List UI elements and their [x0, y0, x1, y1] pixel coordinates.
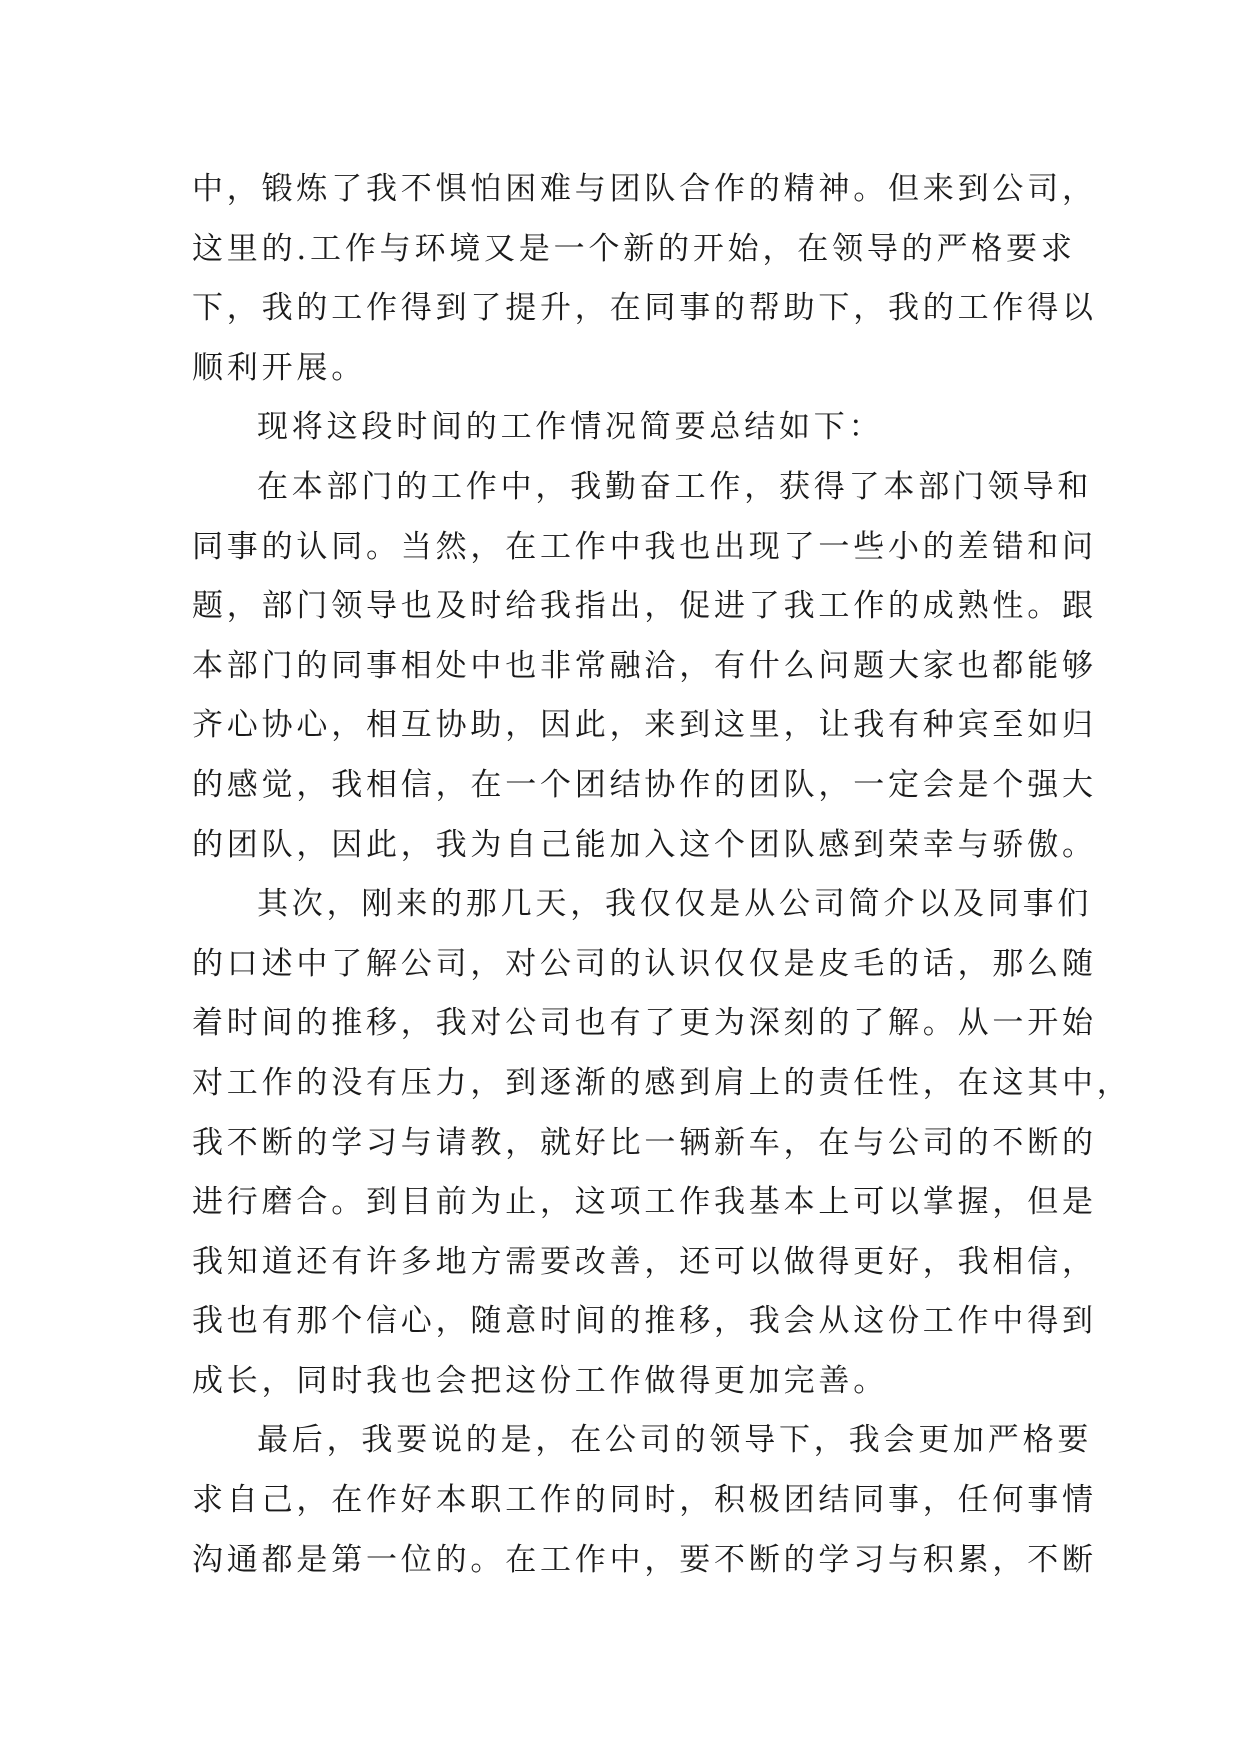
- body-text: [192, 160, 1132, 1590]
- text-line: 顺利开展。: [192, 349, 366, 386]
- text-line: 的感觉，我相信，在一个团结协作的团队，一定会是个强大: [192, 766, 1097, 803]
- paragraph-first-line: 现将这段时间的工作情况简要总结如下：: [257, 409, 884, 446]
- text-line: 同事的认同。当然，在工作中我也出现了一些小的差错和问: [192, 528, 1097, 565]
- text-line: 求自己，在作好本职工作的同时，积极团结同事，任何事情: [192, 1482, 1097, 1519]
- text-line: 沟通都是第一位的。在工作中，要不断的学习与积累，不断: [192, 1541, 1097, 1578]
- text-line: 的团队，因此，我为自己能加入这个团队感到荣幸与骄傲。: [192, 826, 1097, 863]
- paragraph-first-line: 在本部门的工作中，我勤奋工作，获得了本部门领导和: [257, 468, 1093, 505]
- paragraph-first-line: 最后，我要说的是，在公司的领导下，我会更加严格要: [257, 1422, 1093, 1459]
- paragraph-first-line: 其次，刚来的那几天，我仅仅是从公司简介以及同事们: [257, 886, 1093, 923]
- text-line: 我不断的学习与请教，就好比一辆新车，在与公司的不断的: [192, 1124, 1097, 1161]
- text-line: 对工作的没有压力，到逐渐的感到肩上的责任性，在这其中，: [192, 1064, 1132, 1101]
- text-line: 的口述中了解公司，对公司的认识仅仅是皮毛的话，那么随: [192, 945, 1097, 982]
- text-line: 我知道还有许多地方需要改善，还可以做得更好，我相信，: [192, 1243, 1097, 1280]
- text-line: 中，锻炼了我不惧怕困难与团队合作的精神。但来到公司，: [192, 171, 1097, 207]
- text-line: 我也有那个信心，随意时间的推移，我会从这份工作中得到: [192, 1303, 1097, 1340]
- text-line: 着时间的推移，我对公司也有了更为深刻的了解。从一开始: [192, 1005, 1097, 1042]
- text-line: 成长，同时我也会把这份工作做得更加完善。: [192, 1362, 888, 1399]
- text-line: 齐心协心，相互协助，因此，来到这里，让我有种宾至如归: [192, 707, 1097, 744]
- text-line: 下，我的工作得到了提升，在同事的帮助下，我的工作得以: [192, 290, 1097, 327]
- text-line: 本部门的同事相处中也非常融洽，有什么问题大家也都能够: [192, 647, 1097, 684]
- text-line: 这里的.工作与环境又是一个新的开始，在领导的严格要求: [192, 230, 1076, 267]
- text-line: 题，部门领导也及时给我指出，促进了我工作的成熟性。跟: [192, 588, 1097, 625]
- text-line: 进行磨合。到目前为止，这项工作我基本上可以掌握，但是: [192, 1184, 1097, 1221]
